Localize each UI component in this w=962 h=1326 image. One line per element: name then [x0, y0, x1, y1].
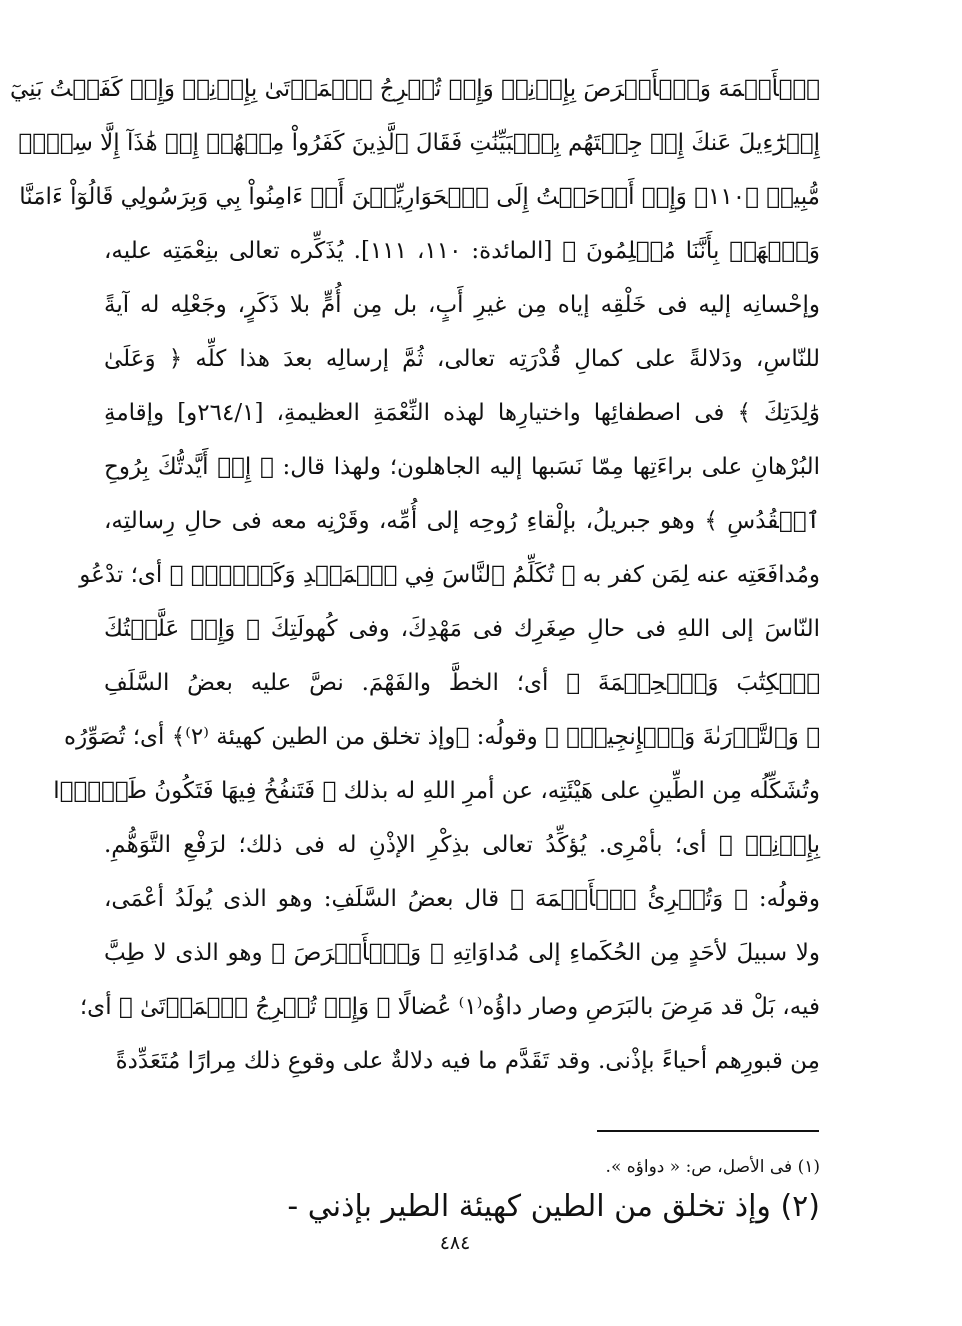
text-line: وَٰلِدَتِكَ ﴾ فى اصطفائِها واختيارِها لهذه النِّعْمَةِ العظيمةِ، [٢٦٤/١و] وإقامةِ: [104, 400, 820, 426]
text-line: ٱلۡقُدُسِ ﴾ وهو جبريلُ، بإلْقاءِ رُوحِه إلى أُمِّه، وقَرْنِه معه فى حالِ رِسالتِه،: [104, 508, 820, 534]
text-line: ومُدافَعَتِه عنه لِمَن كفر به ﴿ تُكَلِّمُ ٱلنَّاسَ فِي ٱلۡمَهۡدِ وَكَهۡلٗاۖ ﴾ أى؛ تدْعُو: [79, 562, 820, 588]
text-line: بِإِذۡنِيۖ ﴾ أى؛ بأمْرِى. يُؤكِّدُ تعالى بذِكْرِ الإذْنِ له فى ذلك؛ لرَفْعِ التَّوَهُّمِ.: [104, 832, 820, 858]
text-line: وقولُه: ﴿ وَتُبۡرِئُ ٱلۡأَكۡمَهَ ﴾ قال بعضُ السَّلَفِ: وهو الذى يُولَدُ أعْمَى،: [104, 886, 820, 912]
text-line: للنّاسِ، ودَلالةً على كمالِ قُدْرَتِه تعالى، ثُمَّ إرسالِه بعدَ هذا كلِّه ﴿ وَعَلَىٰ: [104, 346, 820, 372]
text-line: البُرْهانِ على براءَتِها مِمّا نَسَبها إليه الجاهلون؛ ولهذا قال: ﴿ إِذۡ أَيَّدتُّكَ بِرُوحِ: [104, 454, 820, 480]
text-line: وتُشَكِّلُه مِن الطِّينِ على هَيْئَتِه، عن أمرِ اللهِ له بذلك ﴿ فَتَنفُخُ فِيهَا فَتَكُونُ طَيۡرَۢا: [53, 778, 820, 804]
text-line: النّاسَ إلى اللهِ فى حالِ صِغَرِك فى مَهْدِكَ، وفى كُهولَتِكَ ﴿ وَإِذۡ عَلَّمۡتُكَ: [104, 616, 820, 642]
text-line: ﴿ وَٱلتَّوۡرَىٰةَ وَٱلۡإِنجِيلَۖ ﴾ وقولُه: ﴿وإذ تخلق من الطين كهيئة ⁽٢⁾﴾ أى؛ تُصَوِّرُه: [64, 724, 820, 750]
footnote-1: (١) فى الأصل، ص: « دواؤه ».: [605, 1157, 820, 1177]
text-line: وَٱشۡهَدۡ بِأَنَّنَا مُسۡلِمُونَ ﴾ [المائدة: ١١٠، ١١١]. يُذَكِّره تعالى بنِعْمَتِه عليه،: [104, 238, 821, 264]
text-line: ٱلۡكِتَٰبَ وَٱلۡحِكۡمَةَ ﴾ أى؛ الخطَّ والفَهْمَ. نصَّ عليه بعضُ السَّلَفِ: [104, 670, 820, 696]
footnote-2-handwritten: (٢) وإذ تخلق من الطين كهيئة الطير بإذني -: [287, 1189, 820, 1224]
page-number: ٤٨٤: [439, 1232, 471, 1254]
text-line: مِن قبورِهم أحياءً بإذْنى. وقد تَقَدَّم ما فيه دلالةٌ على وقوعِ ذلك مِرارًا مُتَعَدِّدةً: [115, 1048, 820, 1074]
text-line: ولا سبيلَ لأحَدٍ مِن الحُكَماءِ إلى مُداوَاتِهِ ﴿ وَٱلۡأَبۡرَصَ ﴾ وهو الذى لا طِبَّ: [104, 940, 820, 966]
footnotes: [260, 1152, 820, 1232]
body-text: [9, 62, 821, 1088]
text-line: وإحْسانِه إليه فى خَلْقِه إياه مِن غيرِ أَبٍ، بل مِن أُمٍّ بلا ذَكَرٍ، وجَعْلِه له آيةً: [104, 292, 820, 318]
text-line: ٱلۡأَكۡمَهَ وَٱلۡأَبۡرَصَ بِإِذۡنِيۖ وَإِذۡ تُخۡرِجُ ٱلۡمَوۡتَىٰ بِإِذۡنِيۖ وَإِذۡ كَفَفۡتُ بَنِيٓ: [9, 76, 820, 102]
text-line: فيه، بَلْ قد مَرِضَ بالبَرَصِ وصار داؤُه⁽١⁾ عُضالًا ﴿ وَإِذۡ تُخۡرِجُ ٱلۡمَوۡتَىٰ ﴾ أى؛: [79, 994, 820, 1020]
text-line: إِسۡرَٰٓءِيلَ عَنكَ إِذۡ جِئۡتَهُم بِٱلۡبَيِّنَٰتِ فَقَالَ ٱلَّذِينَ كَفَرُواْ مِنۡهُمۡ إِنۡ هَٰذَآ إِلَّا سِحۡرٞ: [18, 130, 820, 156]
footnote-divider: [597, 1130, 819, 1132]
text-line: مُّبِينٞ ﴿١١٠﴾ وَإِذۡ أَوۡحَيۡتُ إِلَى ٱلۡحَوَارِيِّـۧنَ أَنۡ ءَامِنُواْ بِي وَبِرَسُولِي قَالُوٓاْ ءَامَنَّا: [19, 184, 820, 210]
